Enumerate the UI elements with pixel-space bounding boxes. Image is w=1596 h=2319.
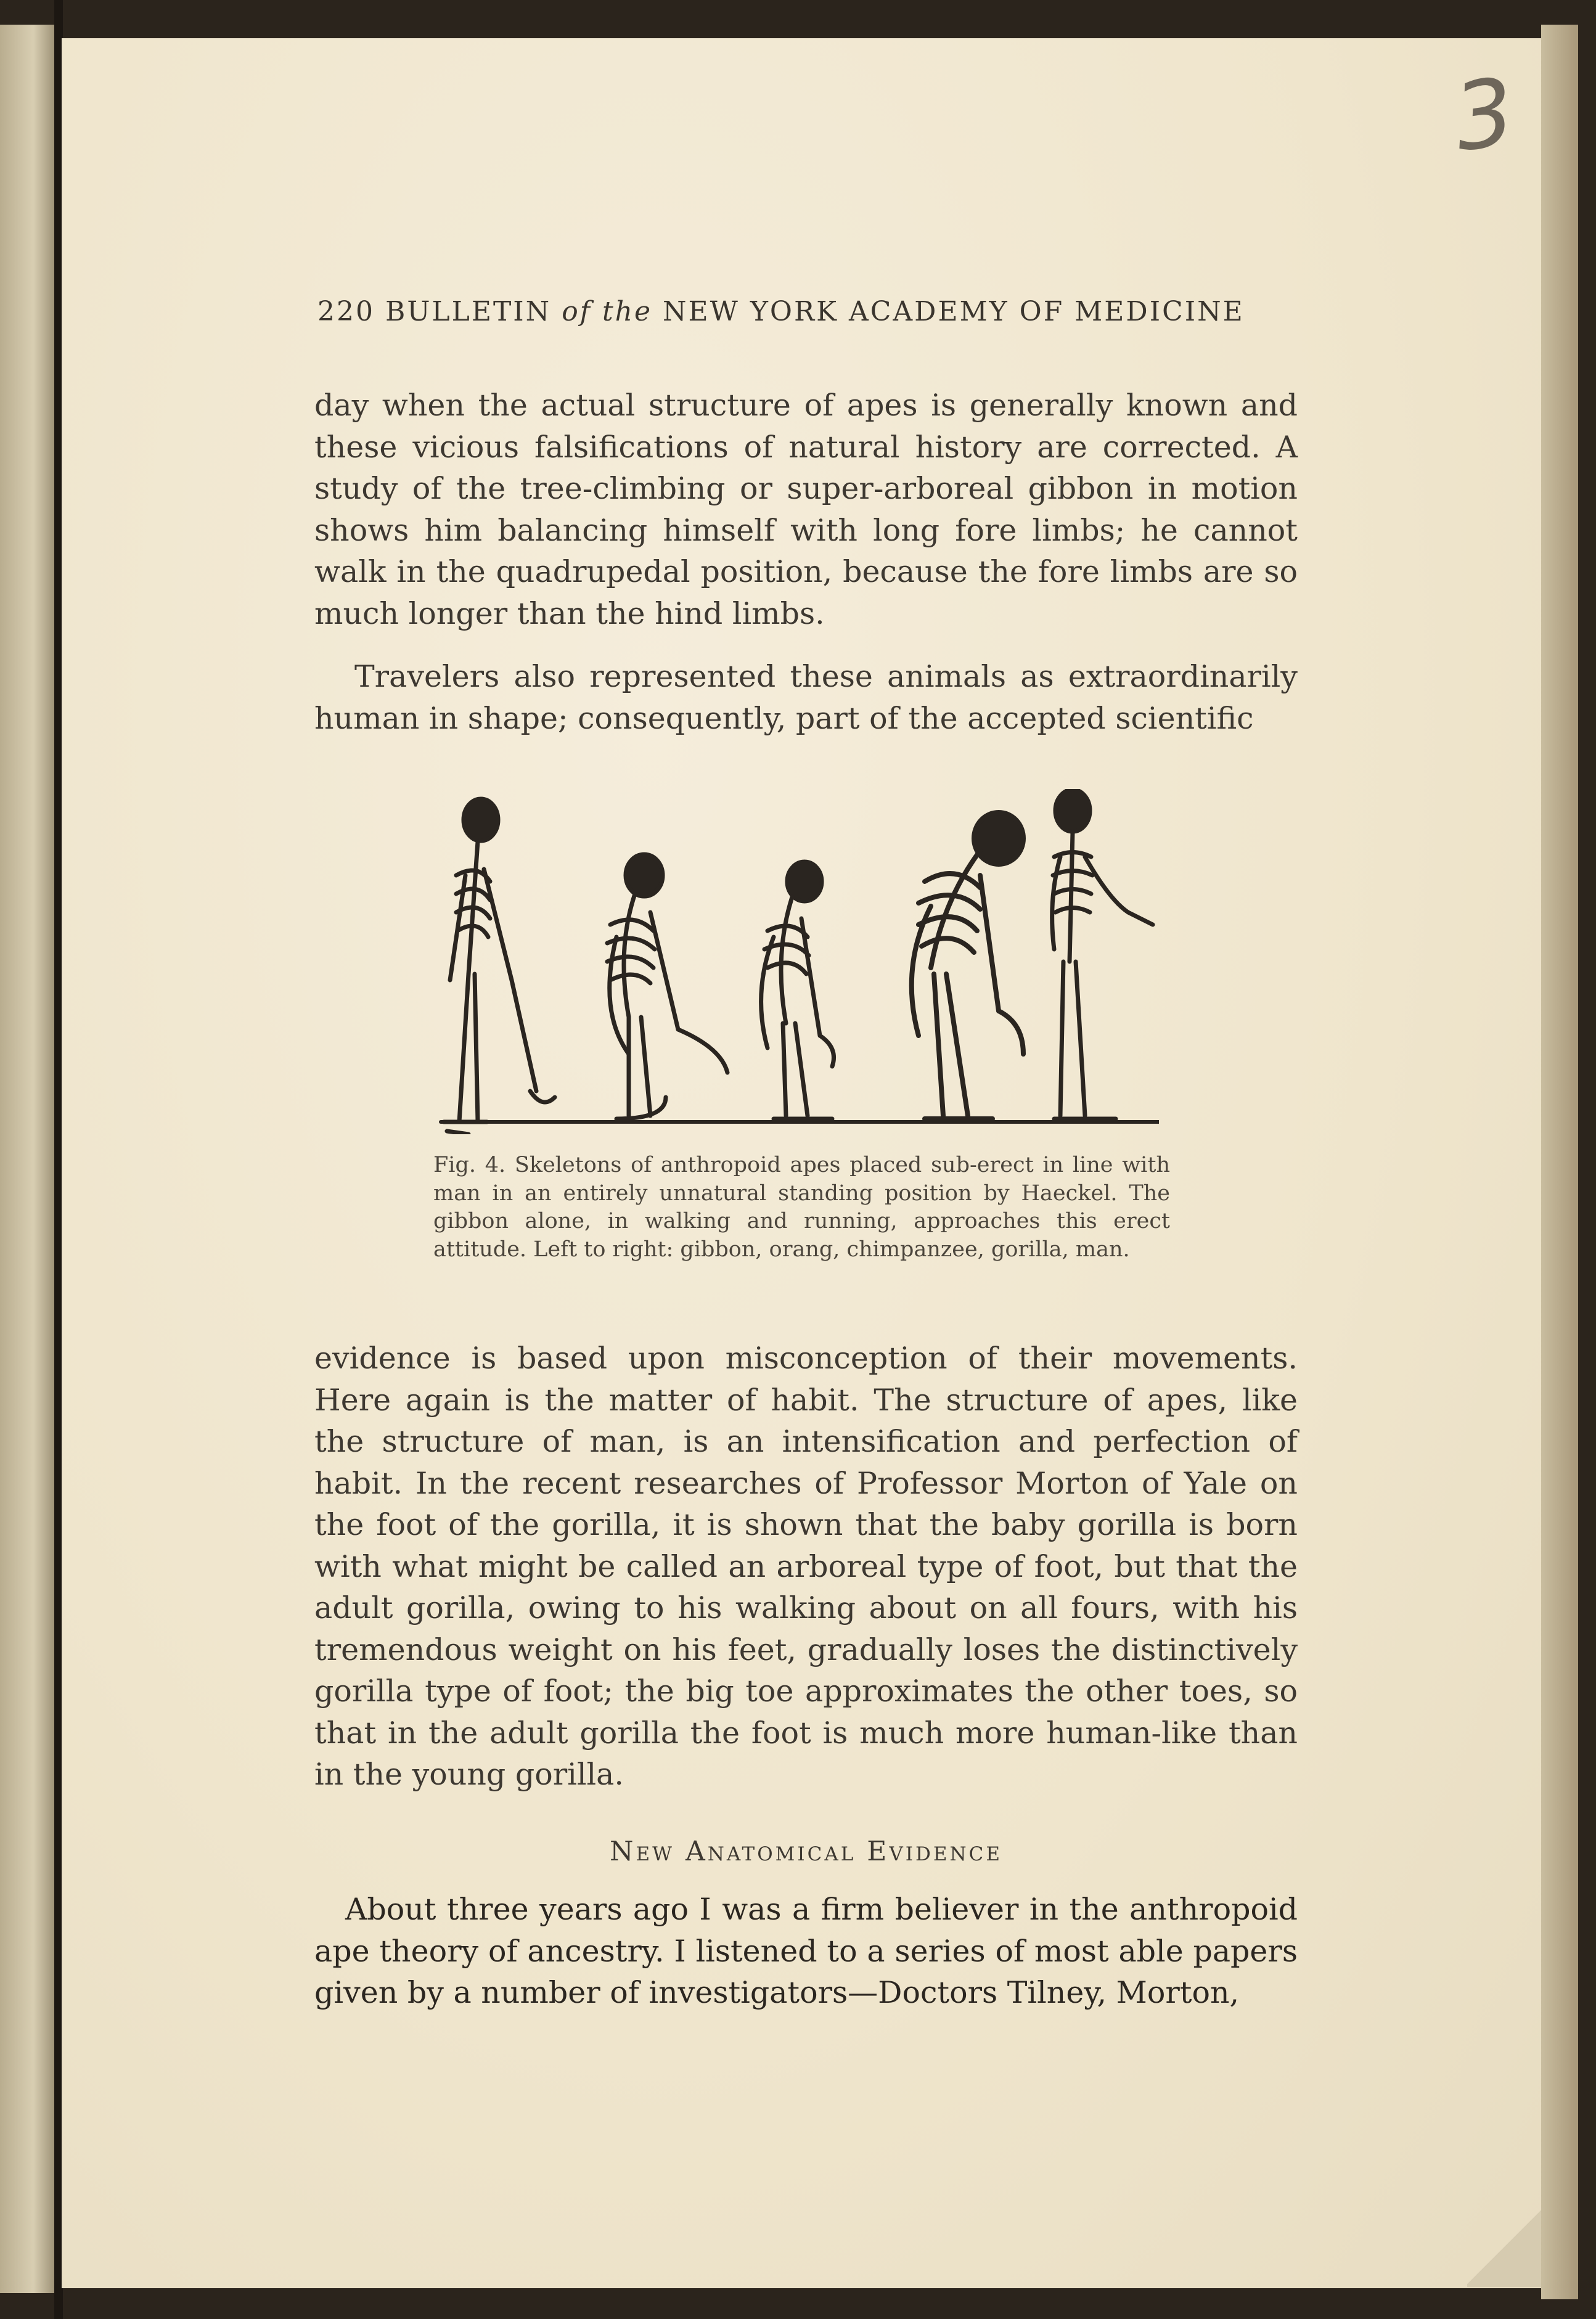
running-head-journal: BULLETIN (385, 296, 552, 327)
page-corner-fold (1467, 2207, 1541, 2287)
figure-caption: Fig. 4. Skeletons of anthropoid apes placed sub-erect in line with man in an entirely unnatural standing position by Haeckel. The gibbon alone, in walking and running, approaches this erect attitude. Left to right: gibbon, orang, chimpanzee, gorilla, man. (433, 1153, 1170, 1262)
paragraph-1: day when the actual structure of apes is generally known and these vicious falsifications of natural history are corrected. A study of the tree-climbing or super-arboreal gibbon in motion shows him balancing himself with long fore limbs; he cannot walk in the quadrupedal position, because the fore limbs are so much longer than the hind limbs. (314, 388, 1298, 631)
paragraph-2: Travelers also represented these animals as extraordinarily human in shape; consequently, part of the accepted scientific (314, 659, 1298, 736)
running-head-academy: NEW YORK ACADEMY OF MEDICINE (663, 296, 1245, 327)
running-head-page-number: 220 (317, 296, 375, 327)
skeleton-gorilla (912, 812, 1023, 1119)
skeleton-man (1052, 790, 1153, 1119)
skeleton-chimpanzee (761, 862, 834, 1119)
skeleton-orang (607, 854, 727, 1119)
paragraph-4: About three years ago I was a firm believer in the anthropoid ape theory of ancestry. I listened to a series of most able papers given by a number of investigators—Doctors Tilney, Morton, (314, 1892, 1298, 2010)
right-page-edge (1541, 25, 1578, 2299)
skeleton-gibbon (444, 799, 555, 1134)
skeletons-figure (432, 789, 1159, 1134)
running-head (317, 296, 1273, 327)
left-page-edge (0, 25, 55, 2293)
paragraph-3: evidence is based upon misconception of their movements. Here again is the matter of habit. The structure of apes, like the structure of man, is an intensification and perfection of habit. In the recent researches of Professor Morton of Yale on the foot of the gorilla, it is shown that the baby gorilla is born with what might be called an arboreal type of foot, but that the adult gorilla, owing to his walking about on all fours, with his tremendous weight on his feet, gradually loses the distinctively gorilla type of foot; the big toe approximates the other toes, so that in the adult gorilla the foot is much more human-like than in the young gorilla. (314, 1341, 1298, 1792)
running-head-italic: of the (562, 296, 653, 327)
section-heading: New Anatomical Evidence (609, 1836, 1003, 1867)
handwritten-page-number: 3 (1447, 58, 1521, 173)
